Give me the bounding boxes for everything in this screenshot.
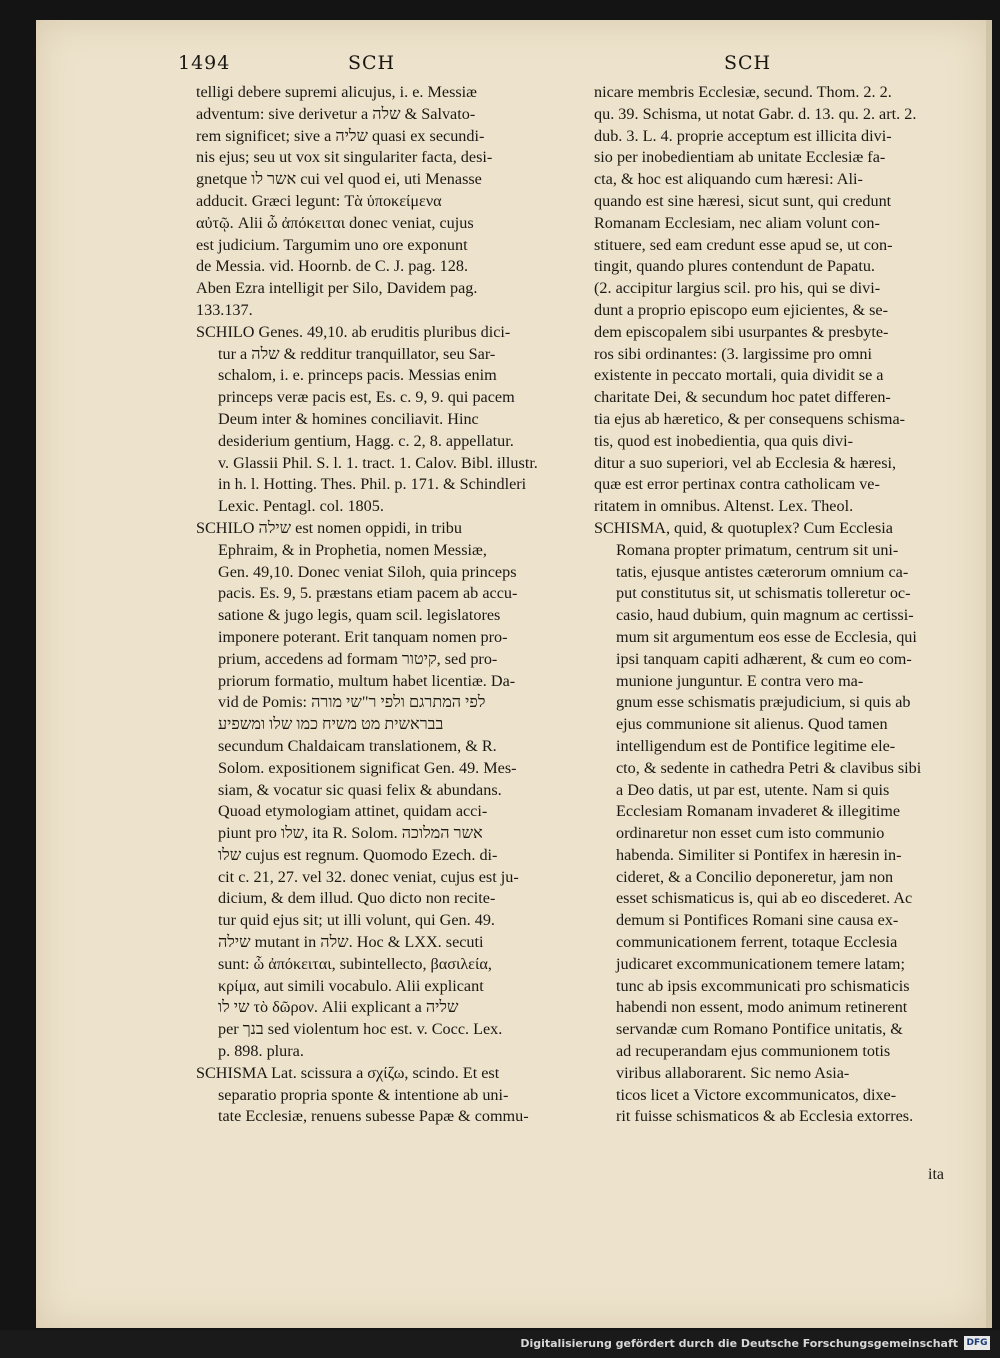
text-line: sio per inobedientiam ab unitate Ecclesiæ fa- [594,148,886,167]
text-line: judicaret excommunicationem temere latam; [616,954,906,973]
text-line: quæ est error pertinax contra catholicam ve- [594,475,880,494]
text-line: ad recuperandam ejus communionem totis [616,1042,891,1061]
text-line: intelligendum est de Pontifice legitime ele- [616,736,896,755]
text-line: sunt: ὧ ἀπόκειται, subintellecto, βασιλεία, [218,954,492,973]
dfg-logo: DFG [964,1336,990,1350]
text-line: Romanam Ecclesiam, nec aliam volunt con- [594,213,880,232]
text-line: munione junguntur. E contra vero ma- [616,671,864,690]
text-line: tatis, ejusque antistes cæterorum omnium ca- [616,562,909,581]
text-line: cta, & hoc est aliquando cum hæresi: Ali- [594,170,863,189]
text-line: dub. 3. L. 4. proprie acceptum est illicita divi- [594,126,892,145]
text-line: adventum: sive derivetur a שלה & Salvato- [196,104,476,123]
running-head-left: SCH [348,52,396,74]
text-line: (2. accipitur largius scil. pro his, qui se divi- [594,279,881,298]
text-line: בבראשית מט משיח כמו שלו ומשפיע [218,715,444,734]
text-line: 133.137. [196,300,253,319]
text-line: servandæ cum Romano Pontifice unitatis, & [616,1020,903,1039]
text-line: ditur a suo superiori, vel ab Ecclesia & hæresi, [594,453,897,472]
page-number: 1494 [178,52,231,74]
text-line: gnetque אשר לו cui vel quod ei, uti Menasse [196,170,482,189]
text-line: separatio propria sponte & intentione ab uni- [218,1085,509,1104]
text-line: vid de Pomis: לפי המתרגם ולפי ר"שי מורה [218,693,486,712]
text-line: tia ejus ab hæretico, & per consequens schisma- [594,409,906,428]
text-line: Lexic. Pentagl. col. 1805. [218,497,384,516]
text-line: ipsi tanquam capiti adhærent, & cum eo com- [616,649,912,668]
text-line: nis ejus; seu ut vox sit singulariter facta, desi- [196,148,493,167]
text-line: v. Glassii Phil. S. l. 1. tract. 1. Calov. Bibl. illustr. [218,453,538,472]
text-line: priorum formatio, multum habet licentiæ. Da- [218,671,516,690]
funding-notice: Digitalisierung gefördert durch die Deutsche Forschungsgemeinschaft [520,1337,958,1350]
text-line: princeps veræ pacis est, Es. c. 9, 9. qui pacem [218,388,515,407]
page-edge [986,20,992,1328]
text-line: ordinaretur non esset cum isto communio [616,824,885,843]
text-line: tur quid ejus sit; ut illi volunt, qui Gen. 49. [218,911,495,930]
text-line: שלו cujus est regnum. Quomodo Ezech. di- [218,845,498,864]
text-line: tis, quod est inobedientia, qua quis divi- [594,431,853,450]
text-line: satione & jugo legis, quam scil. legislatores [218,606,501,625]
text-line: Quoad etymologiam attinet, quidam acci- [218,802,488,821]
left-column [196,82,588,1128]
text-line: demum si Pontifices Romani sine causa ex- [616,911,899,930]
text-line: dunt a proprio episcopo eum ejicientes, & se- [594,300,888,319]
text-line: pacis. Es. 9, 5. præstans etiam pacem ab accu- [218,584,518,603]
text-line: casio, haud dubium, quin magnum ac certissi- [616,606,914,625]
text-line: p. 898. plura. [218,1042,304,1061]
text-line: dicium, & dem illud. Quo dicto non recite- [218,889,496,908]
running-head-right: SCH [724,52,772,74]
text-line: cideret, & a Concilio deponeretur, jam non [616,867,894,886]
text-line: tingit, quando plures contendunt de Papatu. [594,257,875,276]
text-line: κρίμα, aut simili vocabulo. Alii explicant [218,976,484,995]
text-line: est judicium. Targumim uno ore exponunt [196,235,468,254]
text-line: ejus communione sit alienus. Quod tamen [616,715,888,734]
text-line: put constitutus sit, ut schismatis tolleretur oc- [616,584,911,603]
text-line: esset schismaticus is, qui ab eo discederet. Ac [616,889,913,908]
text-line: a Deo datis, ut par est, utente. Nam si quis [616,780,890,799]
text-line: cit c. 21, 27. vel 32. donec veniat, cujus est ju- [218,867,519,886]
text-line: ritatem in omnibus. Altenst. Lex. Theol. [594,497,854,516]
text-line: ticos licet a Victore excommunicatos, dixe- [616,1085,897,1104]
catchword: ita [928,1166,944,1183]
text-line: desiderium gentium, Hagg. c. 2, 8. appellatur. [218,431,514,450]
text-line: viribus allaborarent. Sic nemo Asia- [616,1063,850,1082]
text-line: SCHILO שילה est nomen oppidi, in tribu [196,518,462,537]
text-line: Deum inter & homines conciliavit. Hinc [218,409,479,428]
text-line: nicare membris Ecclesiæ, secund. Thom. 2. 2. [594,83,892,101]
text-line: Gen. 49,10. Donec veniat Siloh, quia princeps [218,562,517,581]
text-line: in h. l. Hotting. Thes. Phil. p. 171. & Schindleri [218,475,527,494]
text-line: cto, & sedente in cathedra Petri & clavibus sibi [616,758,922,777]
text-line: habendi non essent, modo animum retinerent [616,998,908,1017]
text-line: שילה mutant in שלה. Hoc & LXX. secuti [218,933,484,952]
text-line: existente in peccato mortali, quia dividit se a [594,366,884,385]
text-line: SCHILO Genes. 49,10. ab eruditis pluribus dici- [196,322,511,341]
text-line: quando est sine hæresi, sicut sunt, qui credunt [594,191,892,210]
text-line: gnum esse schismatis præjudicium, si quis ab [616,693,911,712]
text-line: communicationem ferrent, totaque Ecclesia [616,933,898,952]
text-line: tur a שלה & redditur tranquillator, seu Sar- [218,344,496,363]
text-line: Romana propter primatum, centrum sit uni- [616,540,899,559]
text-line: telligi debere supremi alicujus, i. e. Messiæ [196,83,477,101]
text-line: per בנך sed violentum hoc est. v. Cocc. Lex. [218,1020,503,1039]
text-line: ros sibi ordinantes: (3. largissime pro omni [594,344,873,363]
text-line: adducit. Græci legunt: Τὰ ὑποκείμενα [196,191,442,210]
text-line: prium, accedens ad formam קיטור, sed pro- [218,649,498,668]
text-line: SCHISMA Lat. scissura a σχίζω, scindo. Et est [196,1063,500,1082]
footer-bar [0,1330,1000,1358]
text-line: habenda. Similiter si Pontifex in hæresin in- [616,845,902,864]
text-line: tunc ab ipsis excommunicati pro schismaticis [616,976,910,995]
text-line: dem episcopalem sibi usurpantes & presbyte- [594,322,889,341]
text-line: tate Ecclesiæ, renuens subesse Papæ & commu- [218,1107,529,1126]
text-line: secundum Chaldaicam translationem, & R. [218,736,497,755]
text-line: mum sit argumentum eos esse de Ecclesia, qui [616,627,917,646]
text-line: stituere, sed eam credunt esse apud se, ut con- [594,235,893,254]
text-line: rit fuisse schismaticos & ab Ecclesia extorres. [616,1107,914,1126]
right-column [594,82,986,1128]
text-line: schalom, i. e. princeps pacis. Messias enim [218,366,497,385]
text-line: qu. 39. Schisma, ut notat Gabr. d. 13. qu. 2. art. 2. [594,104,917,123]
text-line: SCHISMA, quid, & quotuplex? Cum Ecclesia [594,518,893,537]
text-line: piunt pro שלו, ita R. Solom. אשר המלוכה [218,824,483,843]
text-line: Solom. expositionem significat Gen. 49. Mes- [218,758,517,777]
text-line: Ecclesiam Romanam invaderet & illegitime [616,802,901,821]
text-line: שי לו τὸ δῶρον. Alii explicant a שליה [218,998,459,1017]
text-line: siam, & vocatur sic quasi felix & abundans. [218,780,502,799]
text-line: de Messia. vid. Hoornb. de C. J. pag. 128. [196,257,469,276]
text-line: αὐτῷ. Alii ὧ ἀπόκειται donec veniat, cujus [196,213,474,232]
text-line: Aben Ezra intelligit per Silo, Davidem pag. [196,279,478,298]
text-line: Ephraim, & in Prophetia, nomen Messiæ, [218,540,487,559]
text-line: charitate Dei, & secundum hoc patet differen- [594,388,891,407]
text-line: rem significet; sive a שליה quasi ex secundi- [196,126,485,145]
text-line: imponere poterant. Erit tanquam nomen pro- [218,627,508,646]
